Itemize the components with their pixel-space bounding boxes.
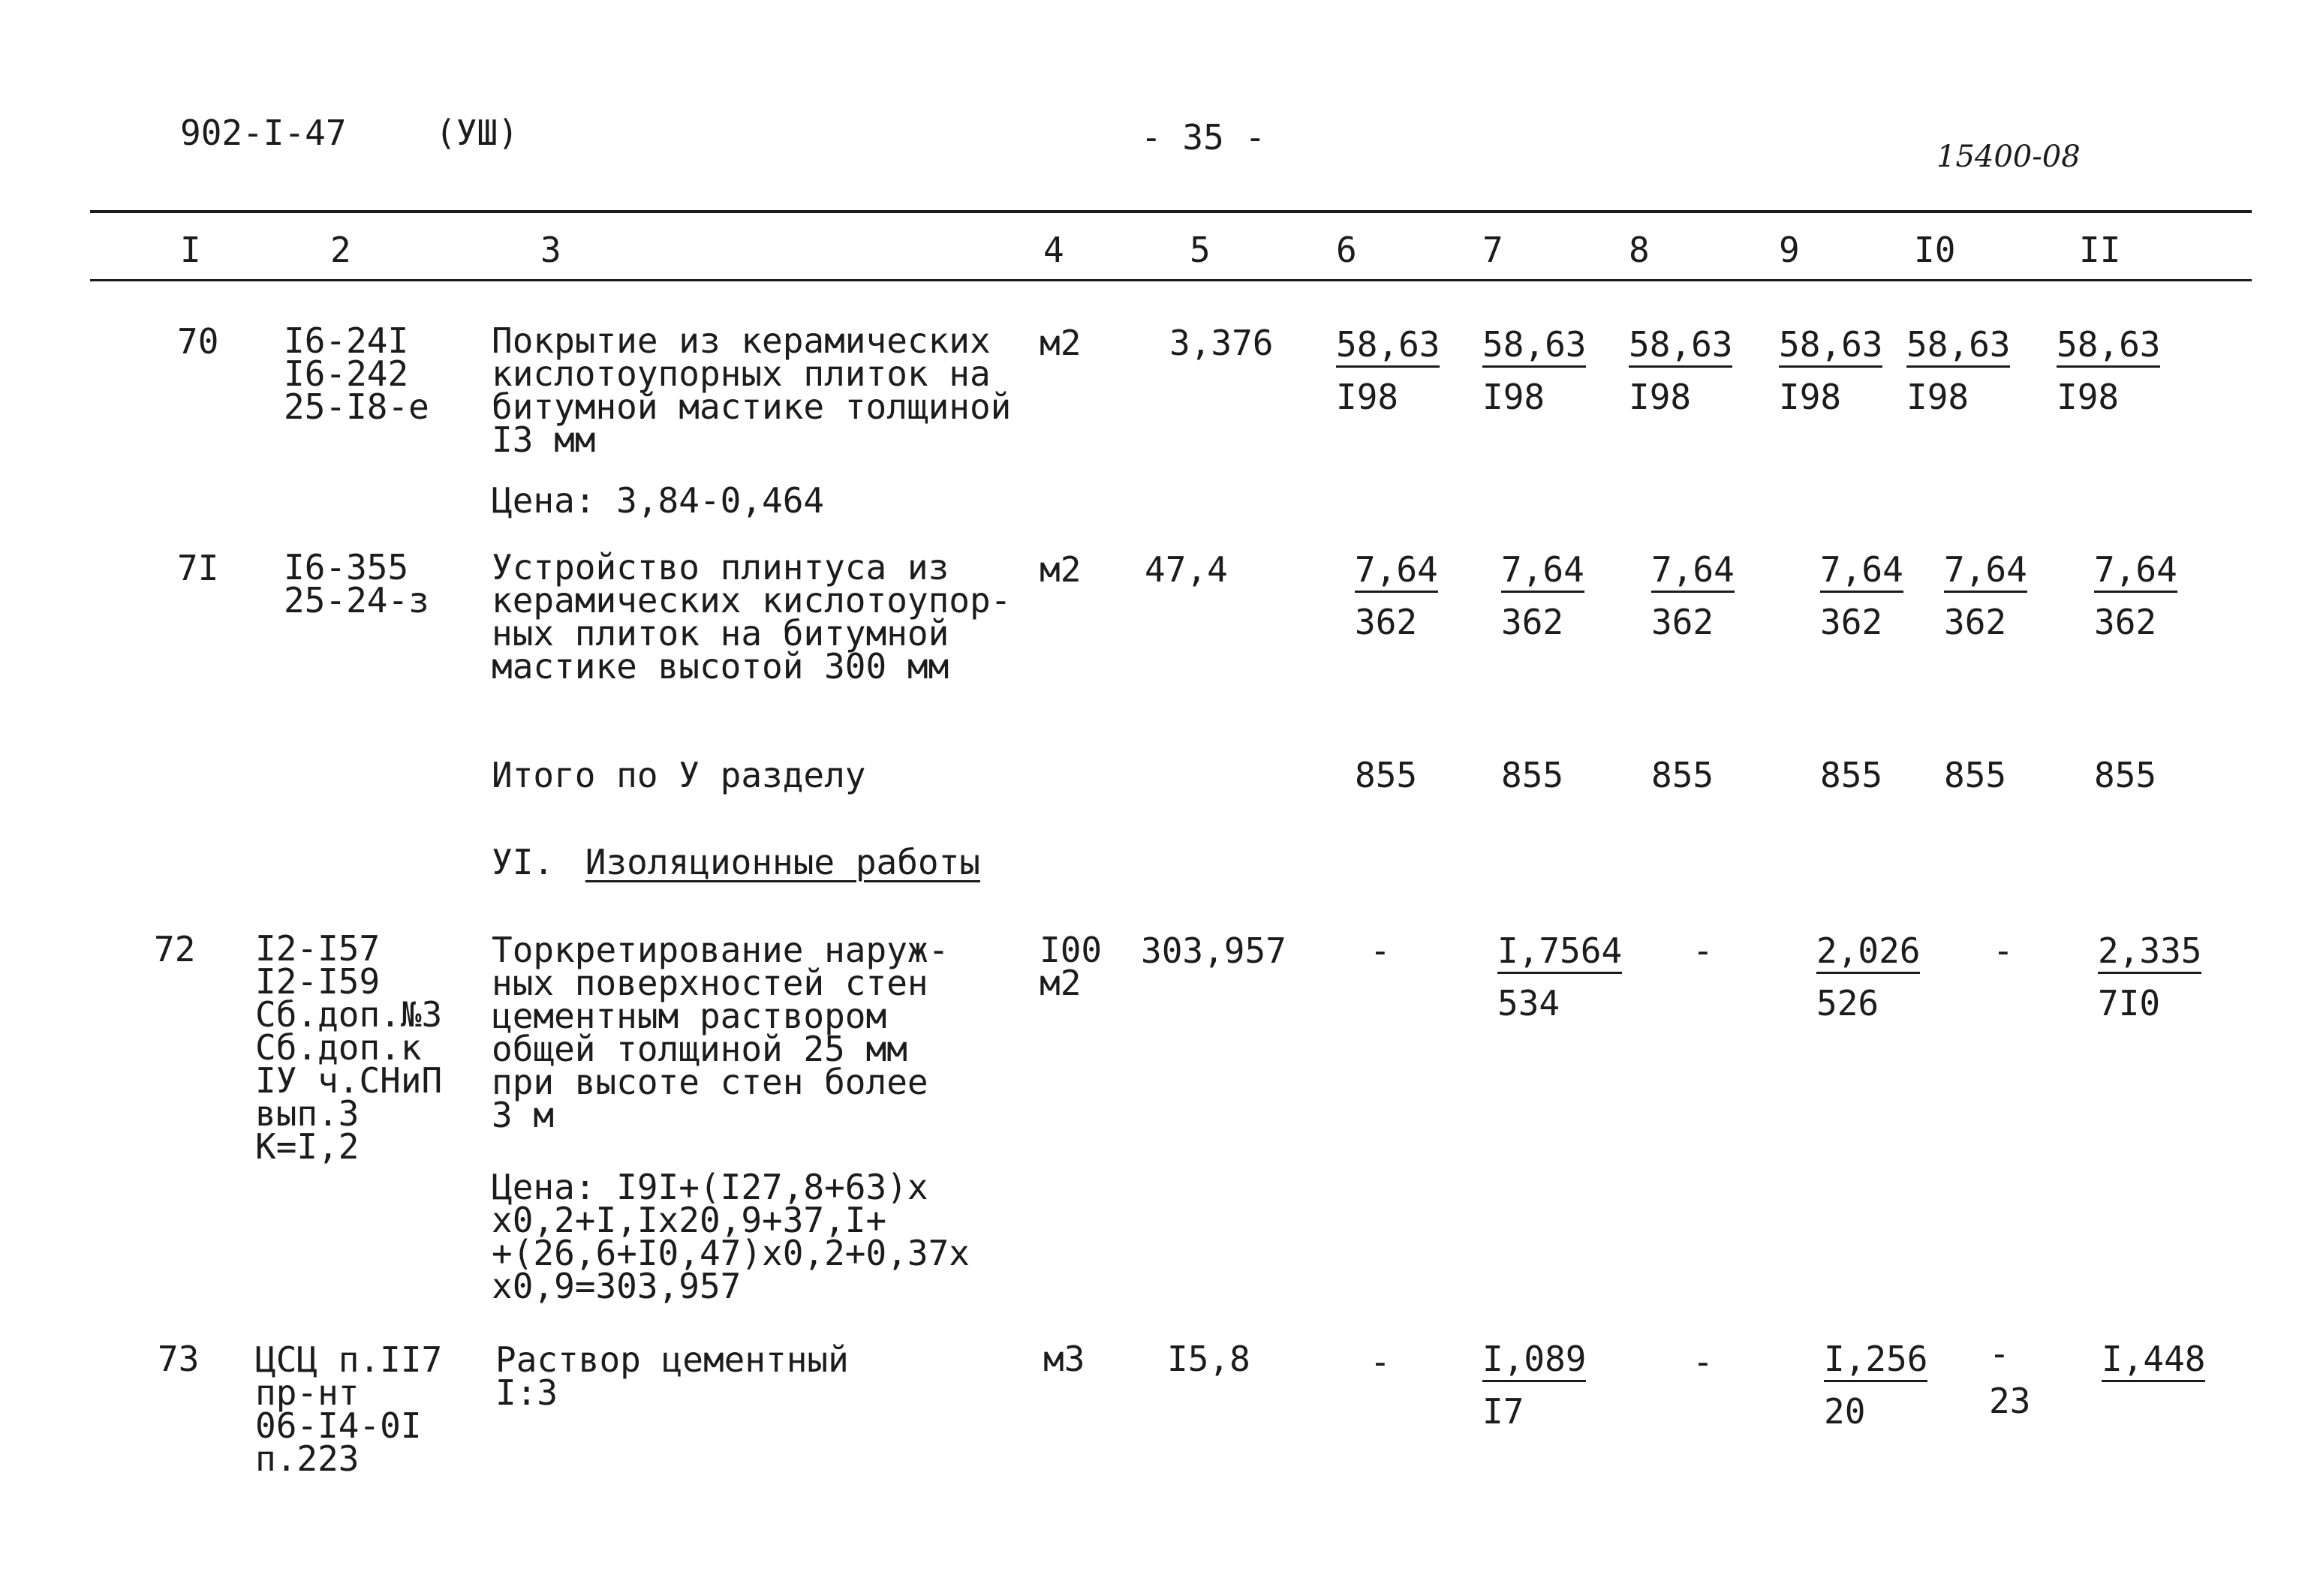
description-line: мастике высотой 300 мм xyxy=(492,646,949,687)
description-line: общей толщиной 25 мм xyxy=(492,1029,907,1069)
column-header: 8 xyxy=(1629,230,1650,270)
cost-fraction: $\frac{2,335}{7I0}$ xyxy=(2098,930,2202,1023)
quantity: 47,4 xyxy=(1145,549,1228,590)
norm-code: I2-I59 xyxy=(255,961,381,1002)
dash: - xyxy=(1370,1342,1391,1382)
formula-line: Цена: I9I+(I27,8+63)x xyxy=(492,1167,928,1207)
section-number: УI. xyxy=(492,842,555,882)
dash: - xyxy=(1370,930,1391,971)
row-number: 7I xyxy=(177,548,219,588)
description-line: Раствор цементный xyxy=(495,1339,849,1380)
description-line: I:3 xyxy=(495,1372,558,1413)
column-header: II xyxy=(2079,230,2121,270)
norm-code: Сб.доп.к xyxy=(255,1027,422,1068)
description-line: ных поверхностей стен xyxy=(492,963,928,1003)
subtotal-value: 855 xyxy=(1355,755,1418,795)
cost-fraction: $\frac{58,63}{I98}$ xyxy=(1336,324,1440,417)
section-heading xyxy=(492,842,980,882)
cost-fraction: $\frac{2,026}{526}$ xyxy=(1816,930,1921,1023)
document-code: 902-I-47 xyxy=(180,113,347,153)
formula-line: x0,2+I,Ix20,9+37,I+ xyxy=(492,1200,887,1240)
norm-code: пр-нт xyxy=(255,1372,360,1413)
norm-code: вып.3 xyxy=(255,1093,360,1134)
cost-fraction: $\frac{58,63}{I98}$ xyxy=(2057,324,2161,417)
section-title: Изоляционные работы xyxy=(585,842,980,882)
unit: м3 xyxy=(1043,1339,1085,1379)
description-line: Покрытие из керамических xyxy=(492,320,991,361)
cost-fraction: $\frac{I,7564}{534}$ xyxy=(1497,930,1623,1023)
cost-fraction: $\frac{7,64}{362}$ xyxy=(2094,549,2177,642)
norm-code: I6-24I xyxy=(284,320,409,361)
description-line: керамических кислотоупор- xyxy=(492,580,1012,621)
subtotal-value: 855 xyxy=(1501,755,1564,795)
cost-fraction: $\frac{I,089}{I7}$ xyxy=(1482,1339,1587,1432)
formula-line: +(26,6+I0,47)x0,2+0,37x xyxy=(492,1233,970,1273)
cost-fraction: $\frac{58,63}{I98}$ xyxy=(1779,324,1883,417)
description-line: Торкретирование наруж- xyxy=(492,930,949,970)
column-header: 7 xyxy=(1482,230,1503,270)
row-number: 73 xyxy=(158,1339,200,1379)
norm-code: IУ ч.СНиП xyxy=(255,1060,443,1101)
column-header: I0 xyxy=(1914,230,1956,270)
norm-code: 25-24-з xyxy=(284,580,429,621)
norm-code: 25-I8-e xyxy=(284,386,429,427)
cost-fraction: $\frac{58,63}{I98}$ xyxy=(1482,324,1587,417)
column-header: I xyxy=(180,230,201,270)
description-line: ных плиток на битумной xyxy=(492,613,949,654)
dash: - xyxy=(1993,930,2014,971)
series-label: (УШ) xyxy=(435,113,519,153)
header-top-rule xyxy=(90,210,2252,213)
description-line: Устройство плинтуса из xyxy=(492,547,949,588)
column-header: 5 xyxy=(1190,230,1211,270)
norm-codes xyxy=(284,547,429,621)
norm-code: I2-I57 xyxy=(255,928,381,969)
norm-code: К=I,2 xyxy=(255,1126,360,1167)
column-header: 2 xyxy=(330,230,351,270)
header-bottom-rule xyxy=(90,279,2252,281)
unit-line: м2 xyxy=(1040,963,1082,1003)
cost-fraction: $\frac{7,64}{362}$ xyxy=(1501,549,1584,642)
work-description xyxy=(492,547,1012,687)
cost-fraction: $\frac{I,256}{20}$ xyxy=(1824,1339,1928,1432)
norm-code: 06-I4-0I xyxy=(255,1405,422,1446)
quantity: I5,8 xyxy=(1167,1339,1250,1379)
page-number: - 35 - xyxy=(1141,117,1266,158)
norm-codes xyxy=(284,320,429,427)
column-header: 4 xyxy=(1043,230,1064,270)
row-number: 70 xyxy=(177,321,219,362)
cost-fraction: $\frac{7,64}{362}$ xyxy=(1944,549,2027,642)
cost-fraction: - 23 xyxy=(1989,1333,2031,1421)
inventory-number: 15400-08 xyxy=(1936,140,2081,174)
column-header: 6 xyxy=(1336,230,1357,270)
cost-fraction: $\frac{7,64}{362}$ xyxy=(1651,549,1735,642)
norm-code: ЦСЦ п.II7 xyxy=(255,1339,443,1380)
row-number: 72 xyxy=(154,929,196,969)
norm-code: I6-242 xyxy=(284,353,409,394)
unit: м2 xyxy=(1040,549,1082,590)
description-line: при высоте стен более xyxy=(492,1062,928,1102)
price-formula: Цена: 3,84-0,464 xyxy=(492,480,825,521)
description-line: цементным раствором xyxy=(492,996,887,1036)
norm-codes xyxy=(255,1339,443,1479)
unit-line: I00 xyxy=(1040,930,1103,970)
subtotal-label: Итого по У разделу xyxy=(492,755,866,795)
cost-fraction: $\frac{7,64}{362}$ xyxy=(1355,549,1438,642)
description-line: битумной мастике толщиной xyxy=(492,386,1012,427)
norm-code: I6-355 xyxy=(284,547,409,588)
subtotal-value: 855 xyxy=(1944,755,2007,795)
cost-fraction: I,448 xyxy=(2102,1333,2205,1385)
formula-line: x0,9=303,957 xyxy=(492,1266,742,1306)
subtotal-value: 855 xyxy=(1651,755,1714,795)
dash: - xyxy=(1693,930,1714,971)
description-line: I3 мм xyxy=(492,419,596,460)
cost-fraction: $\frac{58,63}{I98}$ xyxy=(1906,324,2011,417)
norm-code: п.223 xyxy=(255,1438,360,1479)
cost-fraction: $\frac{58,63}{I98}$ xyxy=(1629,324,1733,417)
description-line: кислотоупорных плиток на xyxy=(492,353,991,394)
dash: - xyxy=(1693,1342,1714,1382)
price-formula xyxy=(492,1167,970,1306)
subtotal-value: 855 xyxy=(1820,755,1883,795)
work-description xyxy=(495,1339,849,1413)
norm-code: Сб.доп.№3 xyxy=(255,994,443,1035)
description-line: 3 м xyxy=(492,1095,555,1135)
column-header: 3 xyxy=(540,230,561,270)
unit: м2 xyxy=(1040,323,1082,363)
subtotal-value: 855 xyxy=(2094,755,2157,795)
norm-codes xyxy=(255,928,443,1167)
quantity: 303,957 xyxy=(1141,930,1286,971)
work-description xyxy=(492,320,1012,460)
cost-fraction: $\frac{7,64}{362}$ xyxy=(1820,549,1903,642)
unit xyxy=(1040,930,1103,1003)
quantity: 3,376 xyxy=(1169,323,1274,363)
column-header: 9 xyxy=(1779,230,1800,270)
work-description xyxy=(492,930,949,1135)
